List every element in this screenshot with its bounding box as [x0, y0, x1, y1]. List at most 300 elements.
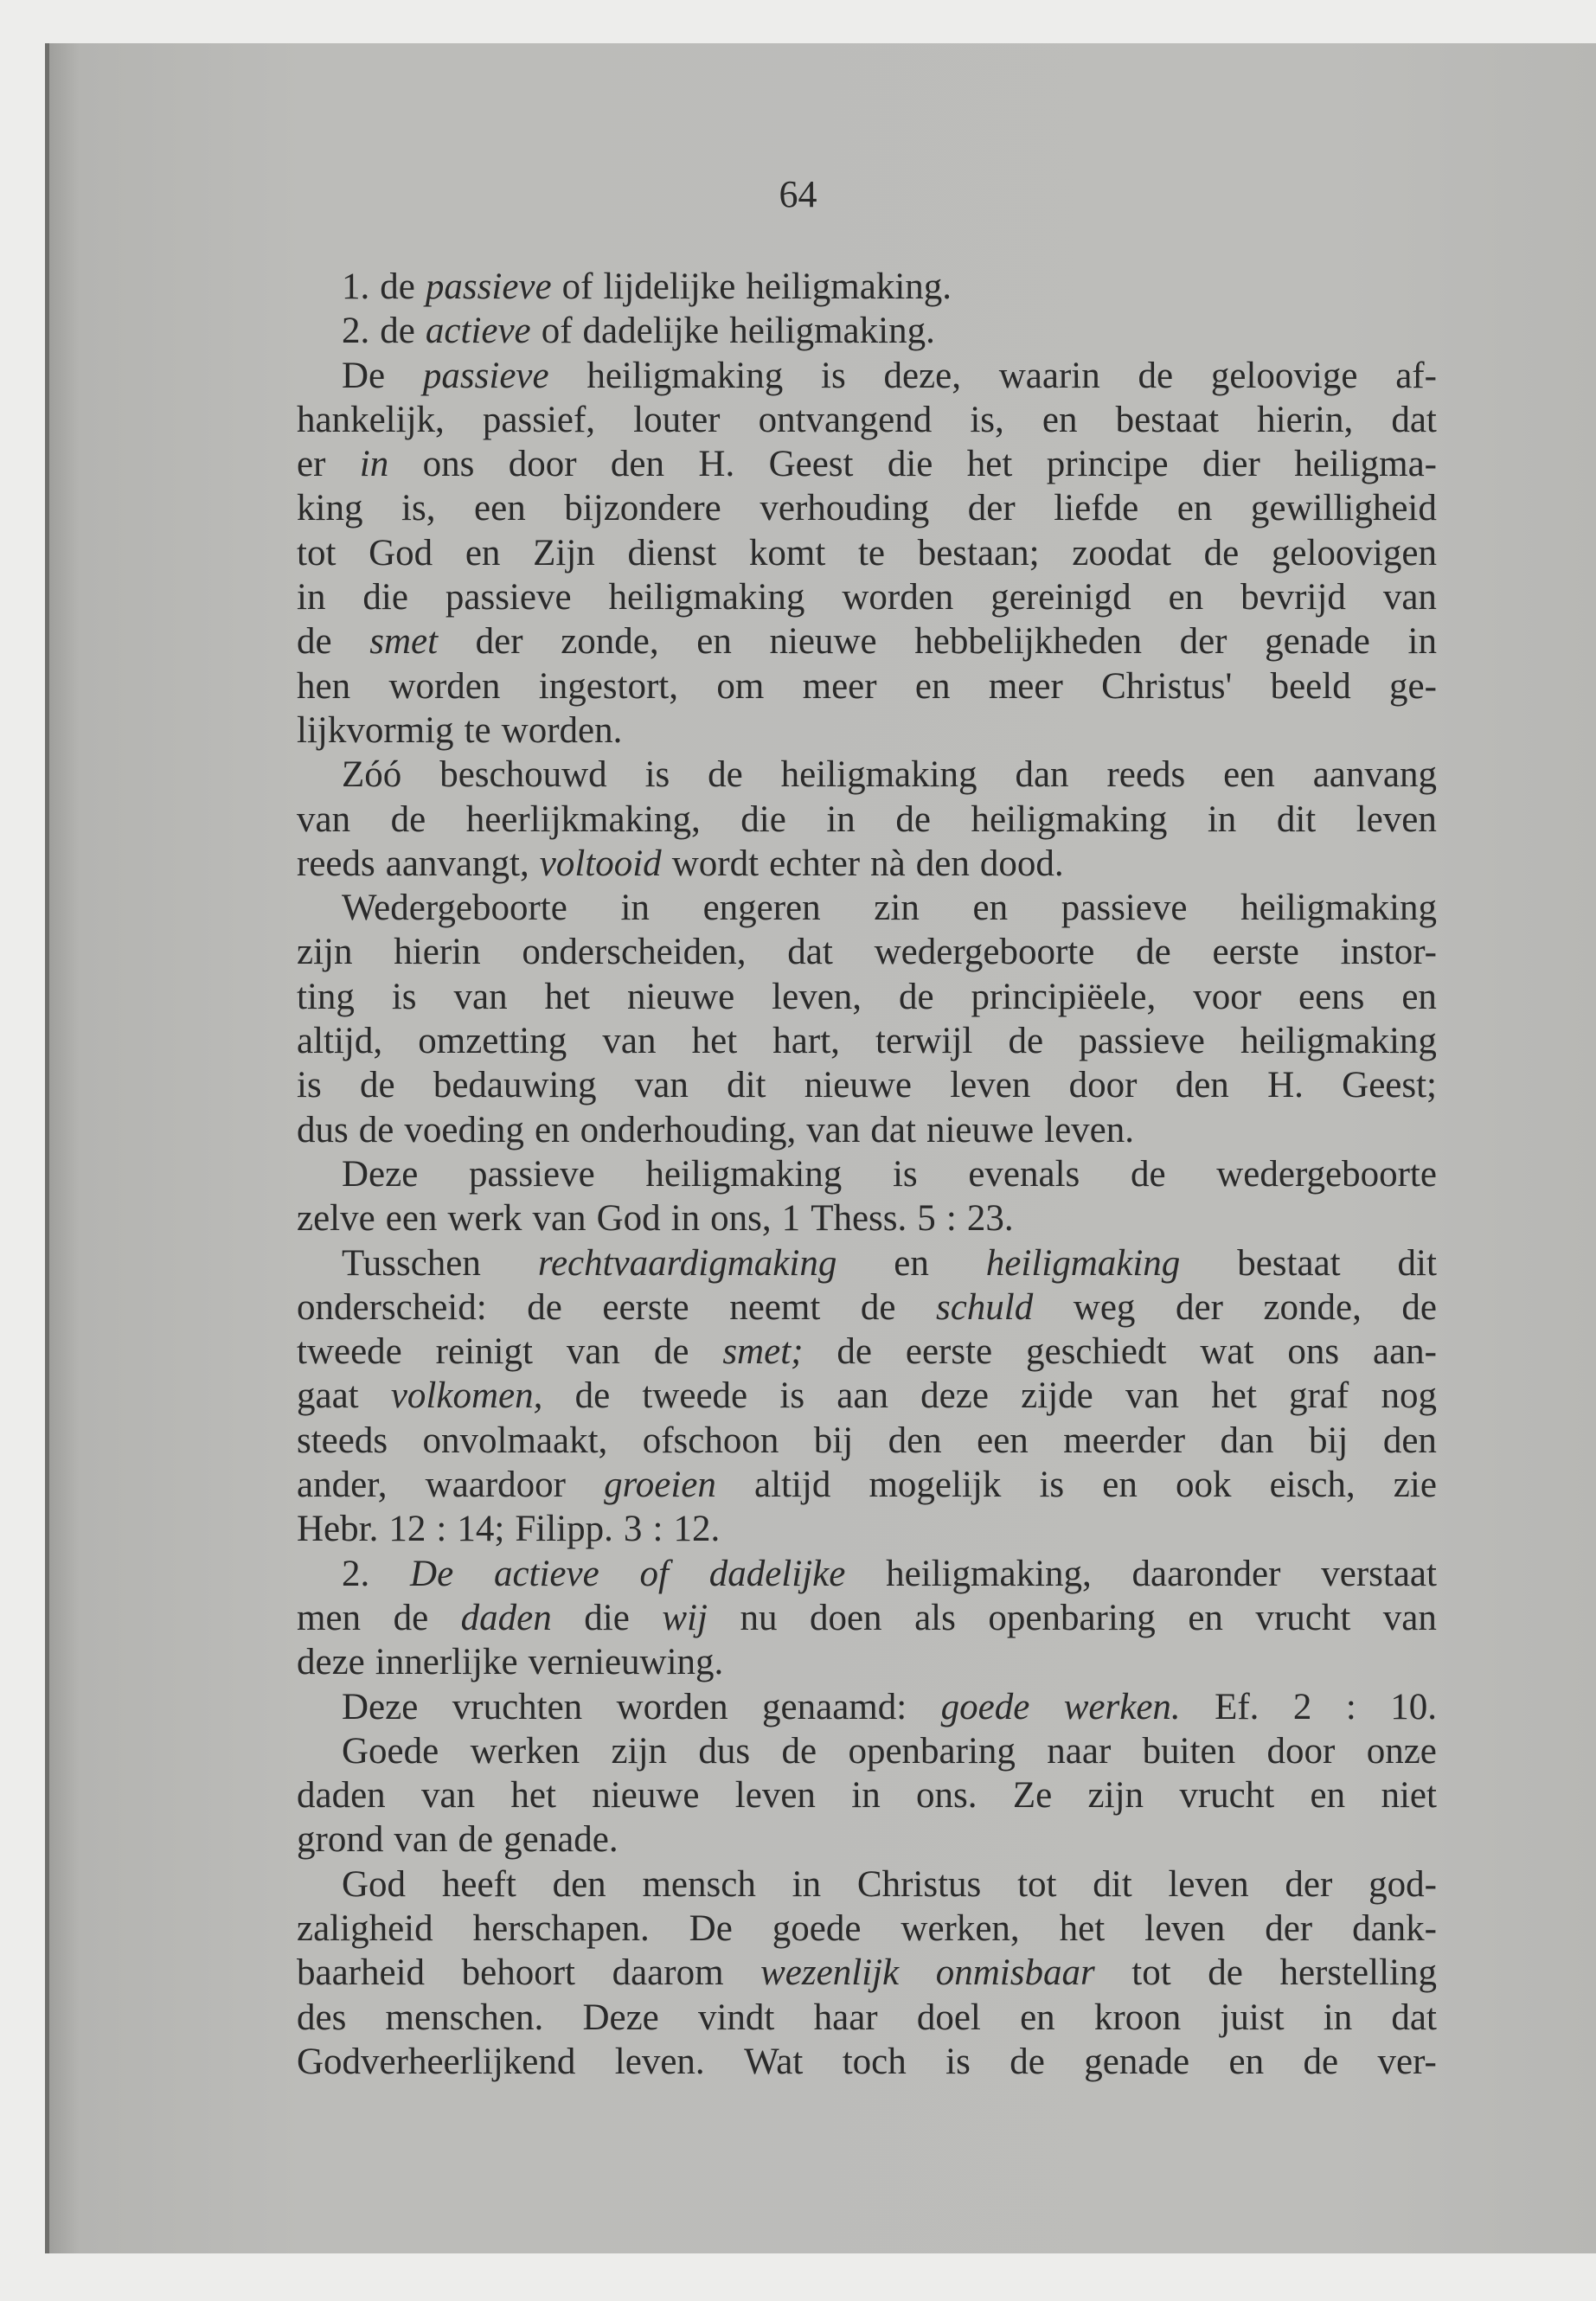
- word: bestaat: [1237, 1242, 1341, 1284]
- italic-word: actieve: [425, 311, 531, 352]
- word: 14;: [457, 1509, 505, 1550]
- word: vruchten: [452, 1686, 583, 1727]
- word: zelve: [297, 1198, 375, 1240]
- text-line: [297, 1951, 1437, 1995]
- word: Deze: [342, 1153, 419, 1195]
- word: in: [670, 1198, 701, 1240]
- word: hierin: [394, 932, 481, 973]
- word: geschiedt: [1026, 1331, 1167, 1373]
- word: onderscheid:: [297, 1286, 487, 1328]
- word: den: [1382, 1420, 1437, 1461]
- page-edge-shadow: [45, 43, 49, 2253]
- word: een: [385, 1198, 438, 1240]
- word: naar: [1047, 1730, 1112, 1772]
- word: eerste: [602, 1286, 689, 1328]
- word: daden: [297, 1775, 386, 1817]
- word: nu: [740, 1597, 778, 1638]
- word: passief,: [482, 399, 596, 440]
- text-line: [297, 1330, 1437, 1374]
- text-line: [297, 265, 1437, 309]
- word: heiligma-: [1294, 444, 1437, 485]
- word: nieuwe: [592, 1775, 700, 1817]
- word: dit: [1276, 798, 1317, 840]
- word: een: [1223, 754, 1275, 796]
- body-text: [297, 265, 1437, 2084]
- italic-word: passieve: [422, 355, 549, 396]
- text-line: [297, 1685, 1437, 1729]
- word: doen: [809, 1597, 882, 1638]
- word: en: [894, 1242, 929, 1284]
- word: werken: [470, 1730, 580, 1772]
- word: van: [532, 1198, 586, 1240]
- word: dus: [297, 1109, 349, 1150]
- word: van: [634, 1065, 689, 1106]
- word: zie: [1393, 1465, 1437, 1506]
- word: meerder: [1063, 1420, 1186, 1461]
- word: Geest;: [1342, 1065, 1437, 1106]
- word: nieuwe: [627, 976, 735, 1017]
- word: is: [945, 2041, 971, 2082]
- text-line: [297, 1463, 1437, 1507]
- word: der: [1285, 1863, 1333, 1905]
- word: H.: [698, 444, 735, 485]
- text-line: [297, 753, 1437, 797]
- word: de: [1136, 932, 1171, 973]
- word: de: [380, 266, 415, 307]
- word: de: [358, 1109, 394, 1150]
- word: haar: [813, 1997, 878, 2038]
- word: Godverheerlijkend: [297, 2041, 576, 2082]
- word: 3: [623, 1509, 643, 1550]
- word: engeren: [702, 888, 821, 929]
- word: ingestort,: [538, 665, 678, 707]
- word: de: [1401, 1286, 1437, 1328]
- word: den: [915, 843, 970, 884]
- word: is: [779, 1375, 805, 1417]
- word: zonde,: [1263, 1286, 1362, 1328]
- word: :: [652, 1509, 663, 1550]
- word: wat: [1200, 1331, 1254, 1373]
- word: eerste: [1212, 932, 1299, 973]
- word: de: [527, 1286, 562, 1328]
- word: de: [1138, 355, 1174, 396]
- word: H.: [1267, 1065, 1304, 1106]
- word: als: [914, 1597, 956, 1638]
- word: leven: [1356, 798, 1437, 840]
- word: 12.: [673, 1509, 721, 1550]
- word: vindt: [697, 1997, 775, 2038]
- word: der: [1265, 1907, 1313, 1949]
- italic-word: volkomen,: [390, 1375, 543, 1417]
- word: 5: [917, 1198, 936, 1240]
- word: worden: [388, 665, 501, 707]
- word: onze: [1366, 1730, 1437, 1772]
- word: ook: [1175, 1465, 1232, 1506]
- word: graf: [1289, 1375, 1349, 1417]
- word: waarin: [998, 355, 1100, 396]
- word: meer: [802, 665, 877, 707]
- word: God: [369, 532, 433, 574]
- word: goede: [772, 1907, 862, 1949]
- word: daaronder: [1131, 1553, 1281, 1594]
- word: en: [465, 532, 501, 574]
- word: de: [297, 621, 332, 663]
- word: leven: [1144, 1907, 1226, 1949]
- italic-word: goede: [940, 1686, 1030, 1727]
- word: de: [781, 1730, 817, 1772]
- text-line: [297, 1019, 1437, 1063]
- word: bij: [813, 1420, 854, 1461]
- word: Zijn: [533, 532, 595, 574]
- word: king: [297, 488, 363, 529]
- word: altijd,: [297, 1021, 383, 1062]
- word: die: [362, 577, 408, 619]
- word: tot: [1017, 1863, 1057, 1905]
- word: ons: [422, 444, 475, 485]
- text-line: [297, 1285, 1437, 1330]
- word: den: [888, 1420, 942, 1461]
- word: principiëele,: [971, 976, 1157, 1017]
- word: beeld: [1270, 665, 1351, 707]
- word: beschouwd: [439, 754, 607, 796]
- word: neemt: [729, 1286, 821, 1328]
- text-line: [297, 2040, 1437, 2084]
- italic-word: of: [639, 1553, 669, 1594]
- word: louter: [633, 399, 721, 440]
- text-line: [297, 1907, 1437, 1951]
- italic-word: voltooid: [539, 843, 662, 884]
- word: hebbelijkheden: [914, 621, 1142, 663]
- word: bijzondere: [564, 488, 721, 529]
- word: De: [689, 1907, 733, 1949]
- word: verhouding: [760, 488, 930, 529]
- word: worden: [842, 577, 954, 619]
- word: aan: [836, 1375, 888, 1417]
- text-line: [297, 886, 1437, 930]
- word: herstelling: [1279, 1952, 1437, 1994]
- word: zin: [874, 888, 920, 929]
- word: tweede: [642, 1375, 748, 1417]
- word: is: [391, 976, 417, 1017]
- word: die: [887, 444, 933, 485]
- word: het: [544, 976, 591, 1017]
- word: gereinigd: [990, 577, 1131, 619]
- word: omzetting: [418, 1021, 567, 1062]
- word: de: [1203, 532, 1240, 574]
- word: is: [892, 1153, 918, 1195]
- word: dank-: [1352, 1907, 1437, 1949]
- word: en: [534, 1109, 570, 1150]
- italic-word: onmisbaar: [935, 1952, 1095, 1994]
- word: deze: [297, 1642, 365, 1683]
- word: dadelijke: [582, 311, 720, 352]
- word: kroon: [1093, 1997, 1182, 2038]
- word: dit: [727, 1065, 766, 1106]
- word: ofschoon: [642, 1420, 779, 1461]
- word: de: [1010, 2041, 1045, 2082]
- text-line: [297, 1374, 1437, 1418]
- word: zonde,: [561, 621, 659, 663]
- word: hart,: [772, 1021, 840, 1062]
- word: terwijl: [875, 1021, 973, 1062]
- word: ting: [297, 976, 355, 1017]
- word: niet: [1381, 1775, 1437, 1817]
- word: baarheid: [297, 1952, 426, 1994]
- word: van: [453, 976, 508, 1017]
- word: hierin,: [1257, 399, 1354, 440]
- word: wedergeboorte: [874, 932, 1095, 973]
- word: gewilligheid: [1250, 488, 1437, 529]
- word: Christus': [1101, 665, 1233, 707]
- word: van: [1382, 1597, 1437, 1638]
- word: openbaring: [988, 1597, 1156, 1638]
- text-line: [297, 1152, 1437, 1196]
- text-line: [297, 798, 1437, 842]
- word: Christus: [856, 1863, 982, 1905]
- word: mensch: [642, 1863, 756, 1905]
- word: en: [1020, 1997, 1055, 2038]
- word: worden: [616, 1686, 728, 1727]
- word: herschapen.: [472, 1907, 650, 1949]
- word: men: [297, 1597, 362, 1638]
- word: Zóó: [342, 754, 402, 796]
- italic-word: dadelijke: [708, 1553, 846, 1594]
- page-number: 64: [779, 173, 817, 215]
- word: de: [708, 754, 743, 796]
- word: voor: [1193, 976, 1262, 1017]
- word: bevrijd: [1240, 577, 1346, 619]
- word: dit: [1093, 1863, 1132, 1905]
- word: der: [967, 488, 1016, 529]
- word: worden.: [501, 709, 623, 751]
- word: de: [1008, 1021, 1044, 1062]
- word: dood.: [979, 843, 1064, 884]
- text-line: [297, 398, 1437, 442]
- word: leven.: [614, 2041, 705, 2082]
- word: 10.: [1390, 1686, 1437, 1727]
- text-line: [297, 1507, 1437, 1551]
- word: den: [610, 444, 665, 485]
- word: te: [464, 709, 491, 751]
- word: ver-: [1377, 2041, 1437, 2082]
- word: waardoor: [425, 1465, 567, 1506]
- word: zijn: [297, 932, 353, 973]
- word: principe: [1046, 444, 1169, 485]
- word: leven,: [772, 976, 862, 1017]
- word: een: [474, 488, 526, 529]
- word: lijkvormig: [297, 709, 454, 751]
- word: dan: [1015, 754, 1069, 796]
- word: genade.: [503, 1819, 619, 1861]
- word: den: [1175, 1065, 1229, 1106]
- word: de: [899, 976, 934, 1017]
- word: onderscheiden,: [522, 932, 747, 973]
- word: is: [1039, 1465, 1065, 1506]
- word: passieve: [469, 1153, 595, 1195]
- word: dat: [1391, 1997, 1437, 2038]
- word: heiligmaking: [971, 798, 1168, 840]
- word: en: [1401, 976, 1437, 1017]
- word: is,: [970, 399, 1004, 440]
- text-line: [297, 1063, 1437, 1107]
- italic-word: groeien: [604, 1465, 716, 1506]
- word: altijd: [754, 1465, 831, 1506]
- word: zijde: [1021, 1375, 1093, 1417]
- word: dan: [1220, 1420, 1274, 1461]
- word: het: [1059, 1907, 1106, 1949]
- word: geloovige: [1210, 355, 1358, 396]
- word: nà: [870, 843, 906, 884]
- word: werken,: [901, 1907, 1020, 1949]
- word: ons,: [710, 1198, 772, 1240]
- text-line: [297, 708, 1437, 753]
- text-line: [297, 486, 1437, 530]
- text-line: [297, 309, 1437, 353]
- word: hankelijk,: [297, 399, 445, 440]
- word: van: [1382, 577, 1437, 619]
- word: dit: [1397, 1242, 1437, 1284]
- text-line: [297, 1419, 1437, 1463]
- word: passieve: [1061, 888, 1188, 929]
- italic-word: smet: [369, 621, 439, 663]
- word: die: [584, 1597, 630, 1638]
- word: eerste: [905, 1331, 993, 1373]
- word: in: [792, 1863, 822, 1905]
- word: menschen.: [385, 1997, 544, 2038]
- word: weg: [1073, 1286, 1136, 1328]
- word: ons: [1287, 1331, 1340, 1373]
- word: van: [421, 1775, 476, 1817]
- word: genaamd:: [762, 1686, 907, 1727]
- word: heiligmaking: [586, 355, 784, 396]
- word: :: [436, 1509, 447, 1550]
- italic-word: in: [359, 444, 389, 485]
- word: Ze: [1012, 1775, 1053, 1817]
- word: Thess.: [811, 1198, 907, 1240]
- word: Filipp.: [515, 1509, 613, 1550]
- word: bedauwing: [433, 1065, 597, 1106]
- italic-word: smet;: [722, 1331, 804, 1373]
- word: bij: [1308, 1420, 1349, 1461]
- word: heiligmaking: [645, 1153, 843, 1195]
- word: instor-: [1340, 932, 1437, 973]
- word: onvolmaakt,: [422, 1420, 608, 1461]
- text-line: [297, 1729, 1437, 1773]
- word: daarom: [612, 1952, 724, 1994]
- word: de: [390, 798, 426, 840]
- word: liefde: [1054, 488, 1139, 529]
- word: ontvangend: [758, 399, 933, 440]
- word: af-: [1395, 355, 1437, 396]
- word: tot: [1131, 1952, 1171, 1994]
- word: zaligheid: [297, 1907, 433, 1949]
- word: heeft: [441, 1863, 516, 1905]
- word: leven: [734, 1775, 816, 1817]
- word: en: [1188, 1597, 1223, 1638]
- word: in: [1323, 1997, 1353, 2038]
- word: verstaat: [1321, 1553, 1437, 1594]
- word: die: [740, 798, 786, 840]
- word: in: [851, 1775, 881, 1817]
- word: Tusschen: [342, 1242, 481, 1284]
- word: toch: [842, 2041, 907, 2082]
- word: zijn: [1087, 1775, 1144, 1817]
- word: de: [393, 1597, 429, 1638]
- word: ge-: [1389, 665, 1437, 707]
- italic-word: wij: [662, 1597, 708, 1638]
- word: en: [696, 621, 732, 663]
- word: en: [1102, 1465, 1138, 1506]
- word: doel: [916, 1997, 981, 2038]
- word: de: [895, 798, 931, 840]
- text-line: [297, 442, 1437, 486]
- word: heiligmaking: [1240, 1021, 1437, 1062]
- word: heiligmaking.: [729, 311, 935, 352]
- word: de: [458, 1819, 494, 1861]
- text-line: [297, 664, 1437, 708]
- word: nieuwe: [804, 1065, 912, 1106]
- word: dus: [698, 1730, 751, 1772]
- word: vernieuwing.: [528, 1642, 724, 1683]
- word: der: [1175, 1286, 1223, 1328]
- word: Goede: [342, 1730, 439, 1772]
- word: God: [342, 1863, 407, 1905]
- word: openbaring: [848, 1730, 1016, 1772]
- text-line: [297, 619, 1437, 663]
- word: door: [1266, 1730, 1336, 1772]
- text-line: [297, 1817, 1437, 1862]
- text-line: [297, 975, 1437, 1019]
- word: aanvang: [1312, 754, 1437, 796]
- word: van: [602, 1021, 657, 1062]
- word: de: [380, 311, 415, 352]
- word: geloovigen: [1271, 532, 1437, 574]
- word: genade: [1265, 621, 1370, 663]
- word: is: [644, 754, 670, 796]
- word: hen: [297, 665, 351, 707]
- word: ons.: [916, 1775, 977, 1817]
- word: in: [1407, 621, 1437, 663]
- word: door: [1068, 1065, 1138, 1106]
- word: zoodat: [1072, 532, 1171, 574]
- word: van: [566, 1331, 620, 1373]
- word: god-: [1368, 1863, 1437, 1905]
- italic-word: actieve: [493, 1553, 599, 1594]
- word: vrucht: [1255, 1597, 1351, 1638]
- word: De: [342, 355, 386, 396]
- word: van: [394, 1819, 448, 1861]
- word: de: [653, 1331, 689, 1373]
- word: mogelijk: [869, 1465, 1002, 1506]
- text-line: [297, 1640, 1437, 1684]
- word: leven: [950, 1065, 1031, 1106]
- word: heiligmaking,: [886, 1553, 1092, 1594]
- text-line: [297, 1241, 1437, 1285]
- word: aanvangt,: [385, 843, 529, 884]
- word: evenals: [968, 1153, 1080, 1195]
- word: heiligmaking: [608, 577, 805, 619]
- word: passieve: [445, 577, 572, 619]
- word: nieuwe: [926, 1109, 1035, 1150]
- word: der: [475, 621, 523, 663]
- word: 2.: [342, 1553, 370, 1594]
- word: eisch,: [1269, 1465, 1356, 1506]
- word: passieve: [1079, 1021, 1205, 1062]
- word: het: [510, 1775, 556, 1817]
- word: van: [806, 1109, 861, 1150]
- word: te: [857, 532, 886, 574]
- word: het: [966, 444, 1013, 485]
